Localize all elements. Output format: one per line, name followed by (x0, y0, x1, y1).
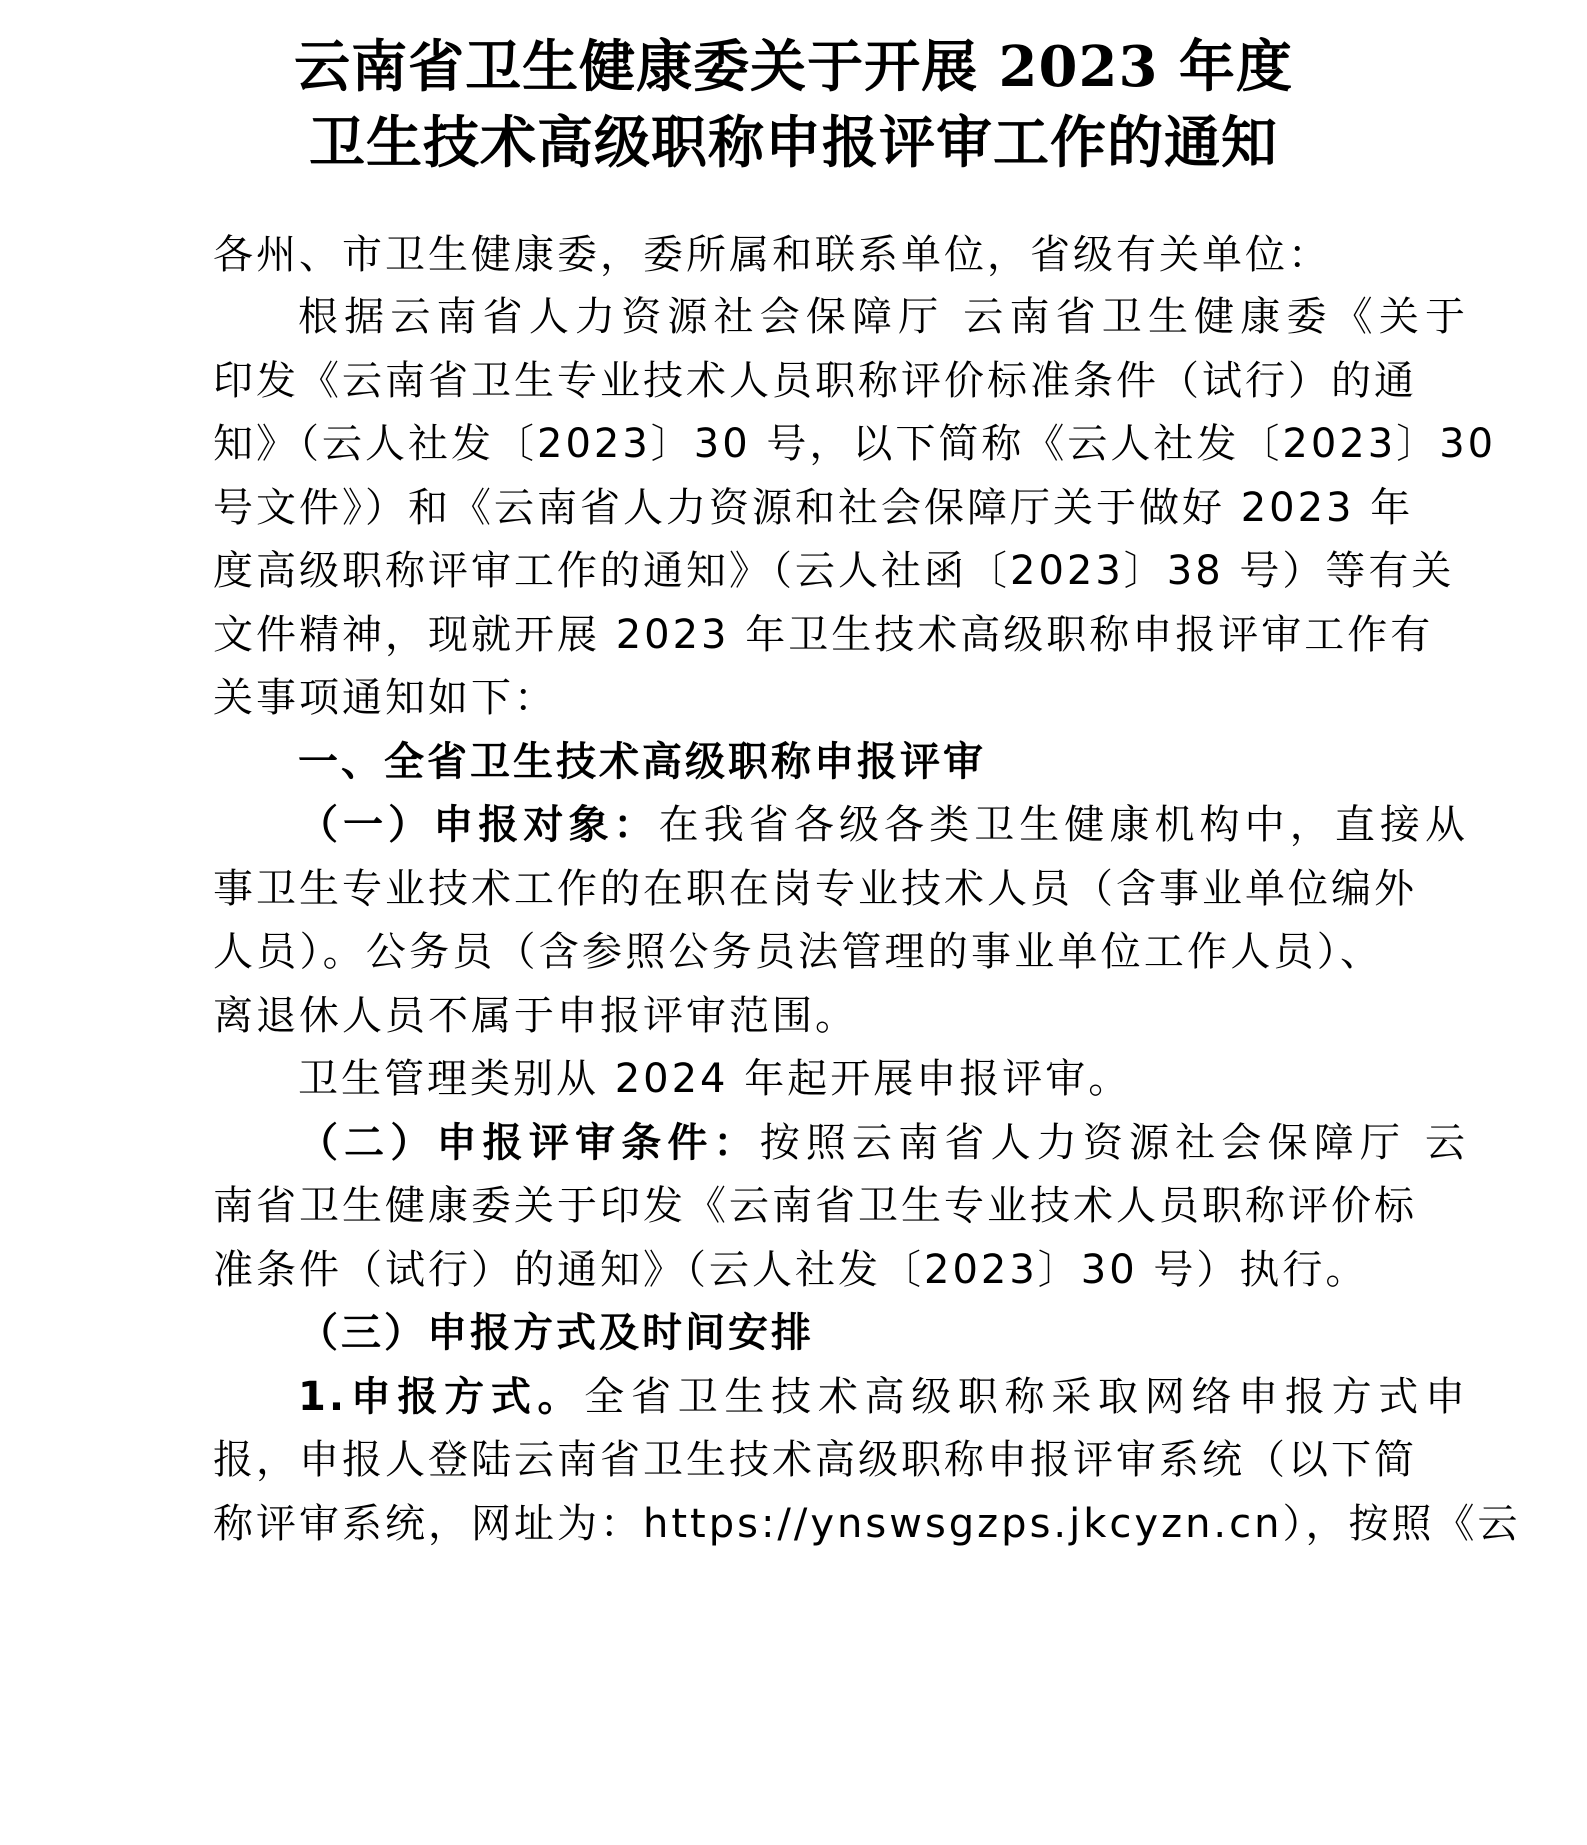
intro-line: 印发《云南省卫生专业技术人员职称评价标准条件（试行）的通 (213, 358, 1417, 404)
intro-line: 关事项通知如下： (213, 675, 557, 721)
subsection-2-label: （二）申报评审条件： (298, 1120, 760, 1166)
section-1-heading: 一、全省卫生技术高级职称申报评审 (298, 739, 986, 785)
subsection-1-note: 卫生管理类别从 2024 年起开展申报评审。 (298, 1056, 1132, 1102)
subsection-1-line: 离退休人员不属于申报评审范围。 (213, 993, 858, 1039)
subsection-2-line: 准条件（试行）的通知》（云人社发〔2023〕30 号）执行。 (213, 1247, 1369, 1293)
item-1-text: 全省卫生技术高级职称采取网络申报方式申 (584, 1374, 1469, 1420)
item-1-line: 称评审系统，网址为：https://ynswsgzps.jkcyzn.cn），按照《云 (213, 1501, 1521, 1547)
subsection-1-first-line (213, 788, 1468, 862)
document-title-line-2: 卫生技术高级职称申报评审工作的通知 (309, 110, 1278, 176)
salutation: 各州、市卫生健康委，委所属和联系单位，省级有关单位： (213, 232, 1331, 278)
subsection-1-label: （一）申报对象： (298, 802, 659, 848)
subsection-1-line: 人员）。公务员（含参照公务员法管理的事业单位工作人员）、 (213, 929, 1383, 975)
subsection-2-line: 南省卫生健康委关于印发《云南省卫生专业技术人员职称评价标 (213, 1183, 1417, 1229)
intro-line: 根据云南省人力资源社会保障厅 云南省卫生健康委《关于 (298, 294, 1468, 340)
intro-line: 度高级职称评审工作的通知》（云人社函〔2023〕38 号）等有关 (213, 548, 1455, 594)
item-1-label: 1.申报方式。 (298, 1374, 585, 1420)
intro-line: 知》（云人社发〔2023〕30 号，以下简称《云人社发〔2023〕30 (213, 421, 1497, 467)
item-1-line: 报，申报人登陆云南省卫生技术高级职称申报评审系统（以下简 (213, 1437, 1417, 1483)
intro-line: 号文件》）和《云南省人力资源和社会保障厅关于做好 2023 年 (213, 485, 1414, 531)
intro-line: 文件精神，现就开展 2023 年卫生技术高级职称申报评审工作有 (213, 612, 1434, 658)
subsection-1-text: 在我省各级各类卫生健康机构中，直接从 (658, 802, 1469, 848)
subsection-1-line: 事卫生专业技术工作的在职在岗专业技术人员（含事业单位编外 (213, 866, 1417, 912)
subsection-2-text: 按照云南省人力资源社会保障厅 云 (759, 1120, 1469, 1166)
subsection-3-heading: （三）申报方式及时间安排 (298, 1310, 814, 1356)
document-title-line-1: 云南省卫生健康委关于开展 2023 年度 (294, 34, 1293, 100)
